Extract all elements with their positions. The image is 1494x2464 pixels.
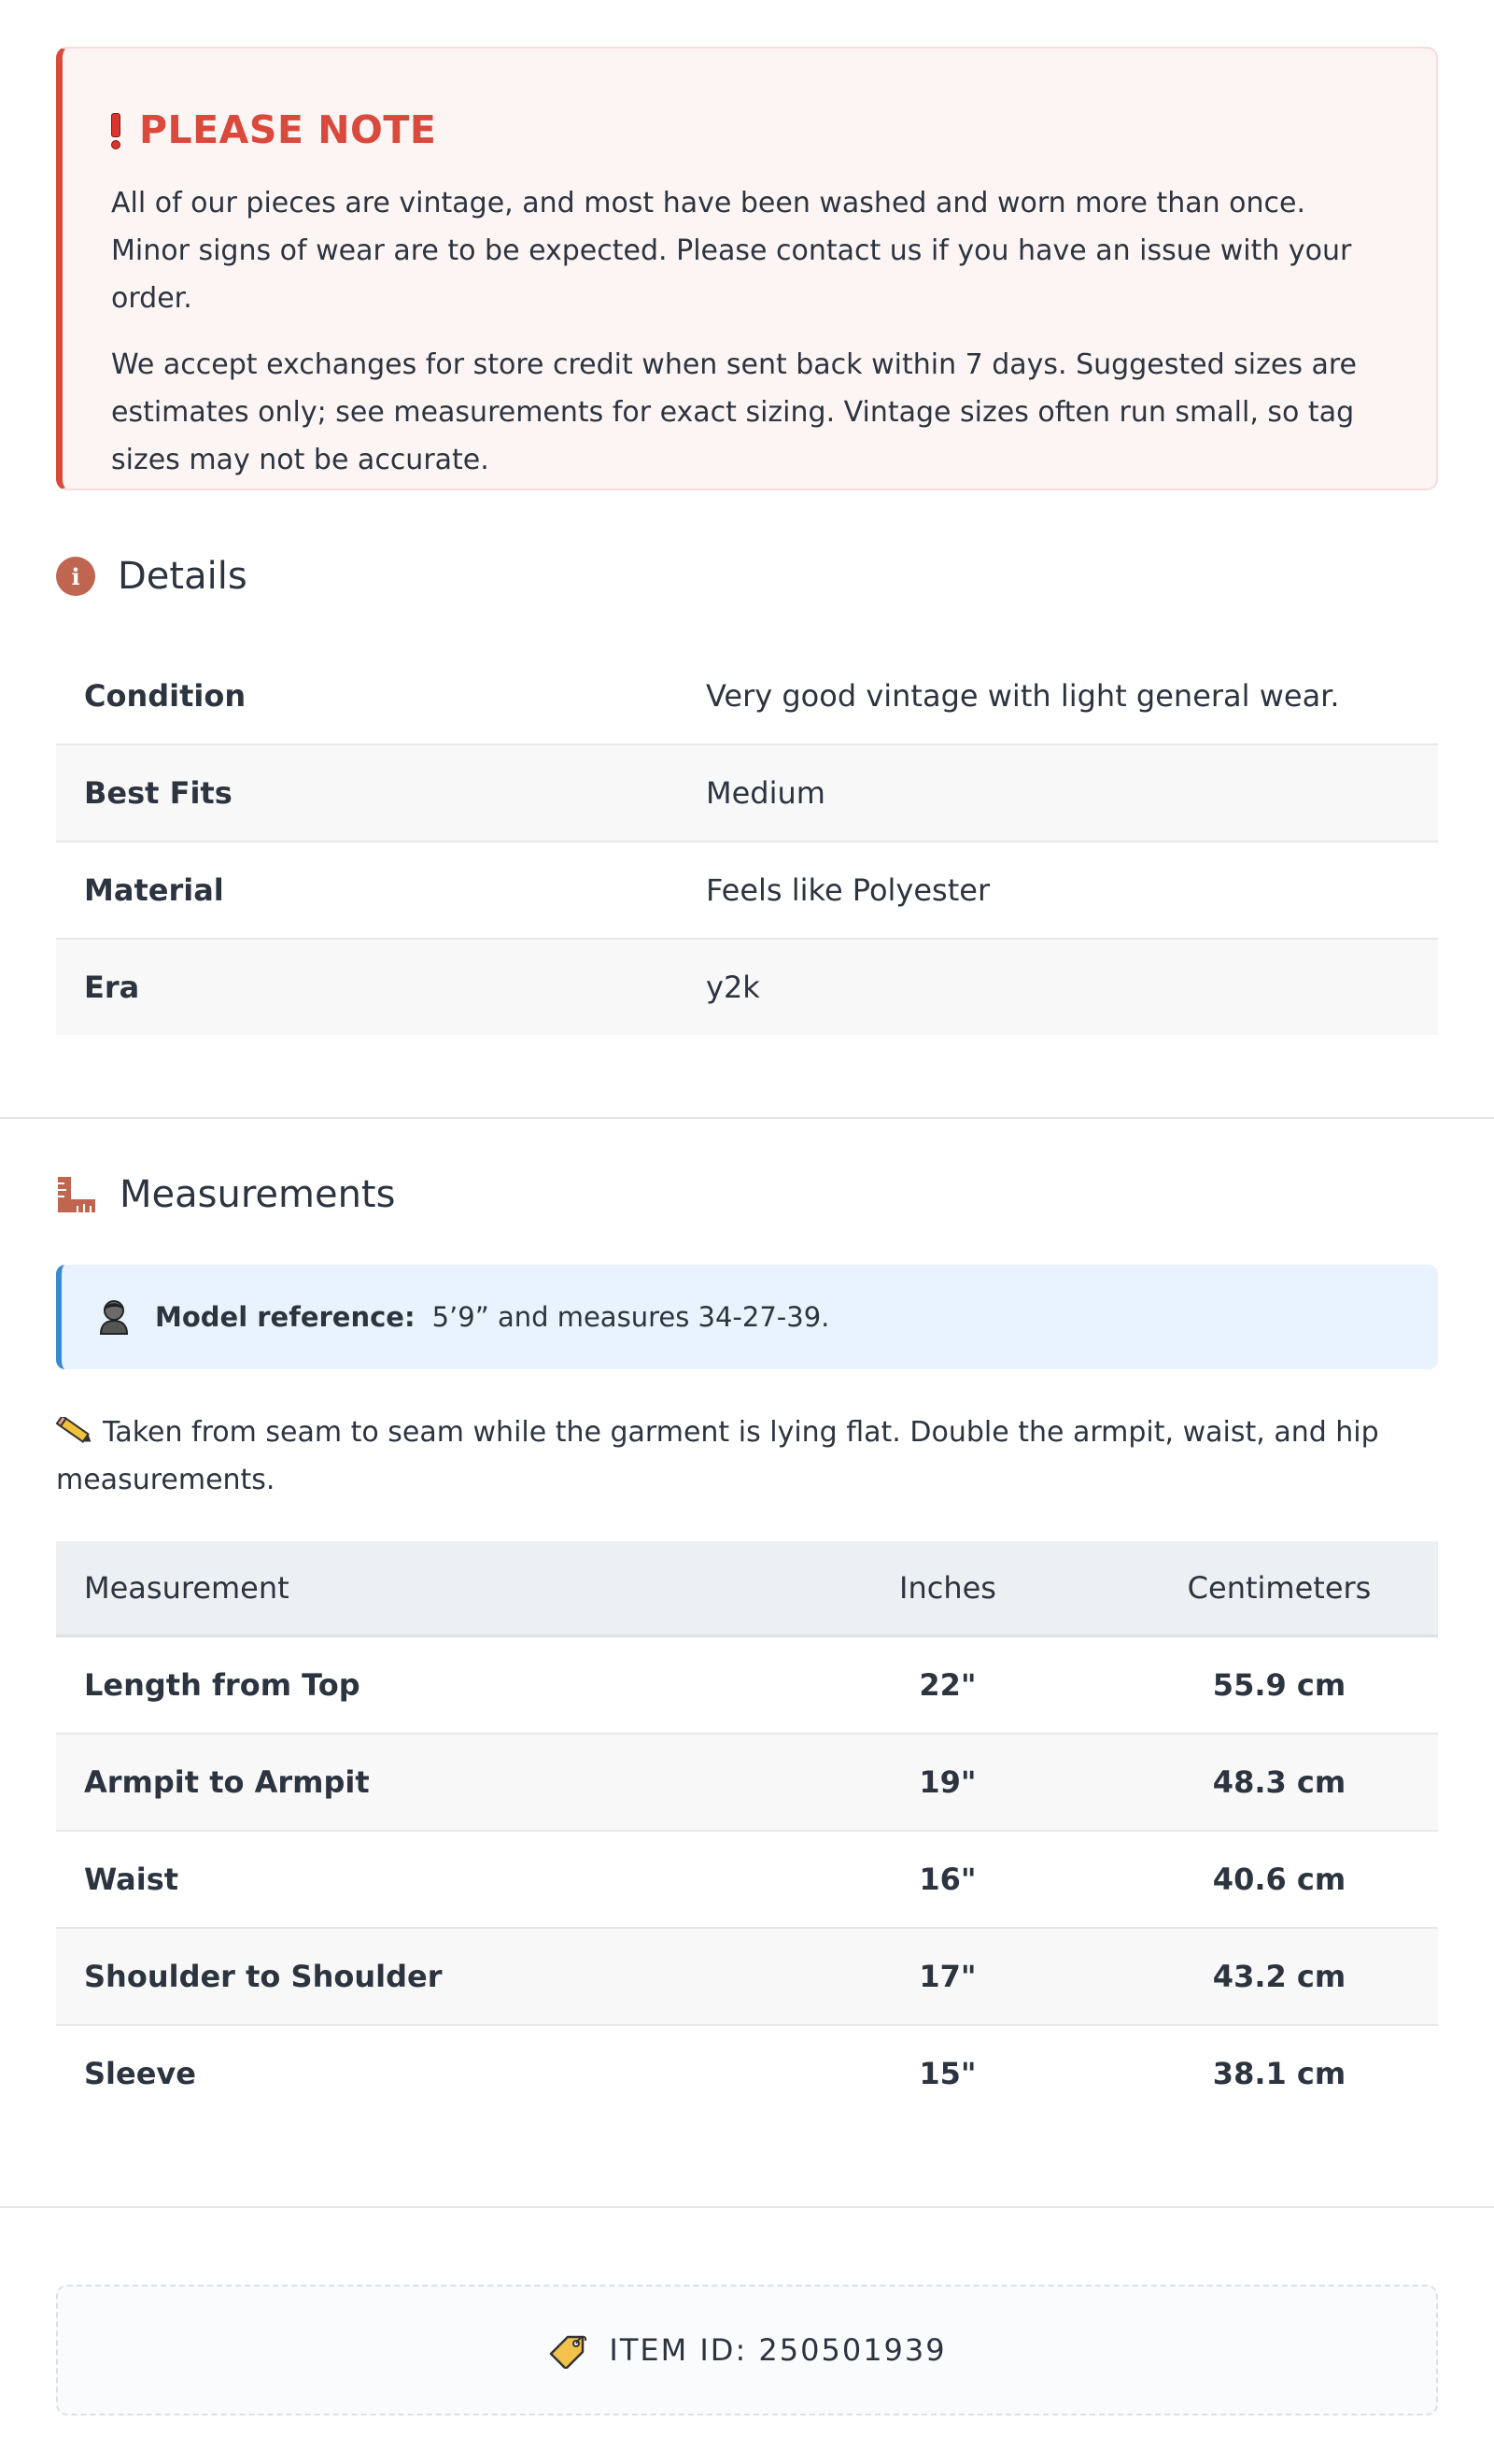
column-header-measurement: Measurement — [56, 1541, 775, 1636]
measurement-note-text: Taken from seam to seam while the garment is lying flat. Double the armpit, waist, and hip measurements. — [56, 1416, 1379, 1496]
detail-value: Very good vintage with light general wear. — [706, 648, 1438, 744]
measurement-name: Shoulder to Shoulder — [56, 1928, 775, 2025]
measurement-cm: 40.6 cm — [1120, 1831, 1438, 1928]
info-icon: i — [56, 557, 95, 596]
measurement-inches: 19" — [775, 1734, 1120, 1831]
model-reference-label: Model reference: — [155, 1301, 416, 1333]
measurement-cm: 48.3 cm — [1120, 1734, 1438, 1831]
table-row — [56, 842, 1438, 939]
item-id-box — [56, 2285, 1438, 2415]
table-row — [56, 648, 1438, 744]
measurement-inches: 16" — [775, 1831, 1120, 1928]
detail-label: Material — [56, 842, 706, 939]
table-row — [56, 744, 1438, 842]
measurement-name: Length from Top — [56, 1636, 775, 1735]
detail-value: y2k — [706, 939, 1438, 1035]
table-row — [56, 939, 1438, 1035]
measurement-inches: 15" — [919, 2056, 977, 2091]
measurements-table — [56, 1541, 1438, 2121]
section-divider — [0, 2206, 1494, 2208]
detail-value: Medium — [706, 744, 1438, 842]
detail-label: Era — [56, 939, 706, 1035]
measurement-cm: 43.2 cm — [1120, 1928, 1438, 2025]
detail-label: Best Fits — [56, 744, 706, 842]
details-heading — [56, 555, 247, 598]
measurement-name: Armpit to Armpit — [56, 1734, 775, 1831]
table-row — [56, 1734, 1438, 1831]
note-paragraph-1: All of our pieces are vintage, and most have been washed and worn more than once. Minor signs of wear are to be expected. Please contact us if you have an issue with your order. — [111, 187, 1352, 315]
item-id-text: ITEM ID: 250501939 — [609, 2332, 947, 2368]
ruler-icon — [56, 1175, 97, 1214]
details-heading-text: Details — [118, 555, 247, 598]
please-note-title-row — [111, 106, 1389, 153]
table-row — [56, 1636, 1438, 1735]
table-row — [56, 2025, 1438, 2121]
tag-icon — [547, 2331, 588, 2369]
measurement-inches: 17" — [775, 1928, 1120, 2025]
column-header-centimeters: Centimeters — [1120, 1541, 1438, 1636]
measurements-heading-text: Measurements — [120, 1173, 396, 1216]
measurements-heading — [56, 1173, 395, 1216]
exclamation-icon — [111, 113, 119, 147]
table-row — [56, 1831, 1438, 1928]
measurement-note — [56, 1409, 1401, 1504]
model-reference-text: 5’9” and measures 34-27-39. — [431, 1301, 830, 1333]
note-paragraph-2: We accept exchanges for store credit when sent back within 7 days. Suggested sizes are estimates only; see measurements for exact sizing. Vintage sizes often run small, so tag sizes may not be accurate. — [111, 348, 1358, 476]
person-icon — [97, 1298, 131, 1336]
detail-value: Feels like Polyester — [706, 842, 1438, 939]
section-divider — [0, 1117, 1494, 1119]
measurement-cm: 55.9 cm — [1120, 1636, 1438, 1735]
measurement-inches: 22" — [775, 1636, 1120, 1735]
measurement-name: Waist — [56, 1831, 775, 1928]
detail-label: Condition — [56, 648, 706, 744]
details-table — [56, 648, 1438, 1035]
please-note-title: PLEASE NOTE — [139, 107, 437, 152]
measurement-name: Sleeve — [84, 2056, 196, 2091]
please-note-box — [56, 47, 1438, 490]
table-row — [56, 1928, 1438, 2025]
table-header-row — [56, 1541, 1438, 1636]
column-header-inches: Inches — [775, 1541, 1120, 1636]
measurement-cm: 38.1 cm — [1212, 2056, 1346, 2091]
pencil-icon — [56, 1417, 95, 1445]
model-reference-box — [56, 1265, 1438, 1369]
